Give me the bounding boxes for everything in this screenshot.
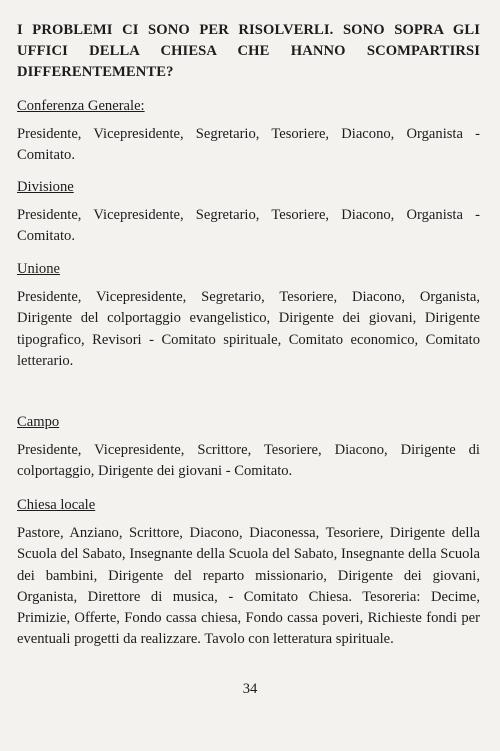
document-page — [17, 20, 480, 648]
section-divisione — [17, 177, 480, 248]
section-body: Pastore, Anziano, Scrittore, Diacono, Diaconessa, Tesoriere, Dirigente della Scuola del Sabato, Insegnante della Scuola del Sabato, Insegnante della Scuola dei bambini, Dirigente del reparto missionario, Dirigente dei giovani, Organista, Direttore di musica, - Comitato Chiesa. Tesoreria: Decime, Primizie, Offerte, Fondo cassa chiesa, Fondo cassa poveri, Richieste fondi per eventuali progetti da realizzare. Tavolo con letteratura spirituale. — [17, 525, 480, 648]
page-heading: I PROBLEMI CI SONO PER RISOLVERLI. SONO SOPRA GLI UFFICI DELLA CHIESA CHE HANNO SCOMPARTIRSI DIFFERENTEMENTE? — [17, 22, 480, 80]
section-chiesa-locale — [17, 495, 480, 651]
section-body: Presidente, Vicepresidente, Segretario, Tesoriere, Diacono, Organista - Comitato. — [17, 207, 480, 245]
section-unione — [17, 259, 480, 372]
section-body: Presidente, Vicepresidente, Scrittore, Tesoriere, Diacono, Dirigente di colportaggio, Dirigente dei giovani - Comitato. — [17, 442, 480, 480]
section-title: Unione — [17, 261, 60, 277]
section-body: Presidente, Vicepresidente, Segretario, Tesoriere, Diacono, Organista, Dirigente del colportaggio evangelistico, Dirigente dei giovani, Dirigente tipografico, Revisori - Comitato spirituale, Comitato economico, Comitato letterario. — [17, 289, 480, 369]
section-title: Chiesa locale — [17, 497, 96, 513]
section-title: Campo — [17, 414, 60, 430]
section-title: Conferenza Generale: — [17, 98, 145, 114]
page-number: 34 — [242, 681, 258, 697]
section-body: Presidente, Vicepresidente, Segretario, Tesoriere, Diacono, Organista - Comitato. — [17, 126, 480, 164]
section-title: Divisione — [17, 179, 74, 195]
section-campo — [17, 412, 480, 483]
section-conferenza-generale — [17, 96, 480, 167]
